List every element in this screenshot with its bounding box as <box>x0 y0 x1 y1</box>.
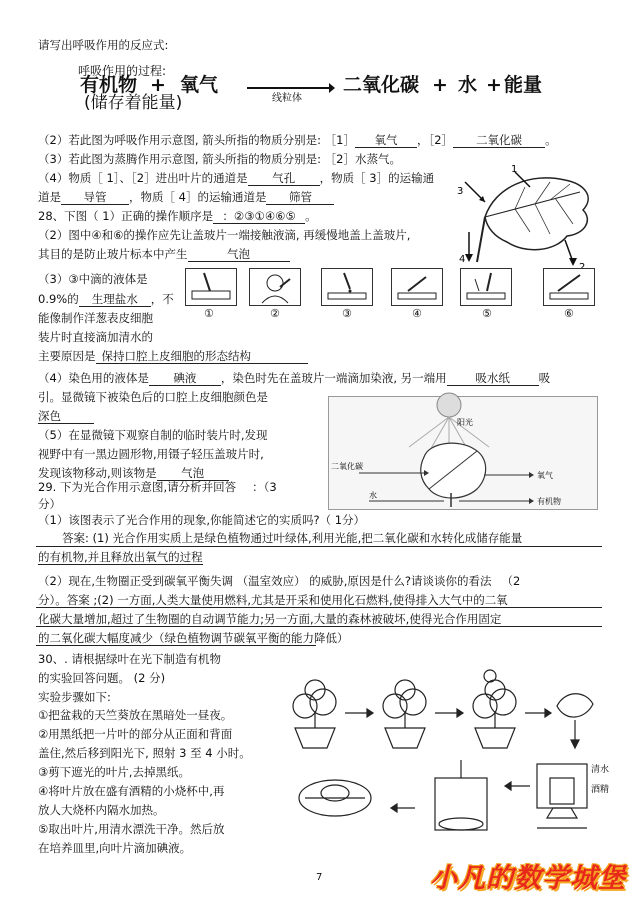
q4-line2: 道是 导管 ，物质［ 4］的运输通道是 筛管 <box>38 190 334 205</box>
equation-label: 呼吸作用的过程: <box>78 64 167 78</box>
step-label-4: ④ <box>412 307 422 320</box>
q29-q2: （2）现在,生物圈正受到碳氧平衡失调 （温室效应） 的威胁,原因是什么?请谈谈你的看法 （2 <box>38 574 521 588</box>
leaf-label-3: 3 <box>457 186 464 197</box>
q28-line14: 发现该物移动,则该物是 气泡 <box>38 466 229 481</box>
step-label-5: ⑤ <box>482 307 492 320</box>
page-number: 7 <box>316 872 323 883</box>
diagram-o2-label: 氧气 <box>537 471 553 480</box>
q28-line1: 28、下图（ 1）正确的操作顺序是 ：②③①④⑥⑤ 。 <box>38 209 317 223</box>
q28-line12: （5）在显微镜下观察自制的临时装片时,发现 <box>38 428 268 442</box>
leaf-transport-diagram <box>455 162 600 272</box>
leaf-label-1: 1 <box>511 164 518 175</box>
intro-text: 请写出呼吸作用的反应式: <box>38 38 169 52</box>
step-image-1 <box>185 268 237 306</box>
equation-note: (储存着能量) <box>84 93 183 113</box>
answer-box-line-3 <box>36 626 602 627</box>
q28-line7: 装片时直接滴加清水的 <box>38 330 153 344</box>
equation-plus2: + <box>432 74 448 96</box>
q30-step5a: ⑤取出叶片,用清水漂洗干净。然后放 <box>38 822 225 836</box>
step-label-3: ③ <box>342 307 352 320</box>
q3-line: （3）若此图为蒸腾作用示意图, 箭头所指的物质分别是: ［2］水蒸气。 <box>38 152 401 166</box>
step-label-2: ② <box>270 307 280 320</box>
diagram-sun-label: 阳光 <box>457 418 473 427</box>
q29-title: 29. 下为光合作用示意图,请分析并回答 ：（3 <box>38 480 277 494</box>
equation-plus1: + <box>150 74 166 96</box>
label-alcohol: 酒精 <box>591 785 610 795</box>
answer-box-line <box>36 546 602 547</box>
q30-step4b: 放人大烧杯内隔水加热。 <box>38 803 165 817</box>
q29-answer2-line2: 化碳大量增加,超过了生物圈的自动调节能力;另一方面,大量的森林被破坏,使得光合作用固定 <box>38 612 502 626</box>
q28-line3: 其目的是防止玻片标本中产生 气泡 <box>38 247 290 262</box>
step-label-6: ⑥ <box>564 307 574 320</box>
diagram-organic-label: 有机物 <box>537 497 561 506</box>
watermark-logo: 小凡的数学城堡 <box>430 863 626 894</box>
equation-lhs1: 有机物 <box>80 74 138 96</box>
q30-step1: ①把盆栽的天竺葵放在黑暗处一昼夜。 <box>38 708 233 722</box>
q4-line1: （4）物质［ 1］、［2］进出叶片的通道是 气孔 ，物质［ 3］的运输通 <box>38 171 435 185</box>
step-label-1: ① <box>204 307 214 320</box>
q2-line: （2）若此图为呼吸作用示意图, 箭头所指的物质分别是: ［1］ 氧气 ，［2］ 二氧化碳 。 <box>38 133 557 147</box>
answer-box-line-4 <box>36 645 316 646</box>
q29-answer2-line1: 分）。答案 ;(2) 一方面,人类大量使用燃料,尤其是开采和使用化石燃料,使得排入大气中的二氧 <box>38 593 508 607</box>
label-water: 清水 <box>591 765 610 775</box>
q28-line2: （2）图中④和⑥的操作应先让盖玻片一端接触液滴, 再缓慢地盖上盖玻片, <box>38 228 411 242</box>
step-image-2 <box>249 268 301 306</box>
q28-line4: （3）③中滴的液体是 <box>38 272 148 286</box>
step-image-5 <box>460 268 512 306</box>
q30-step2b: 盖住,然后移到阳光下, 照射 3 至 4 小时。 <box>38 746 251 760</box>
q28-line5: 0.9%的 生理盐水 ，不 <box>38 292 174 306</box>
q29-answer1b: 的有机物,并且释放出氧气的过程 <box>38 550 203 564</box>
q29-answer1a: 答案: (1) 光合作用实质上是绿色植物通过叶绿体,利用光能,把二氧化碳和水转化成储存能量 <box>62 531 523 545</box>
q30-step4a: ④将叶片放在盛有酒精的小烧杯中,再 <box>38 784 225 798</box>
q30-step3: ③剪下遮光的叶片,去掉黑纸。 <box>38 765 190 779</box>
answer-box-line-2 <box>36 607 602 608</box>
q28-line11-answer: 深色 <box>38 409 94 424</box>
equation-plus3: + <box>486 74 502 96</box>
q30-line3: 实验步骤如下: <box>38 690 111 704</box>
q29-answer2-line3: 的二氧化碳大幅度减少（绿色植物调节碳氧平衡的能力降低） <box>38 631 349 645</box>
leaf-label-4: 4 <box>459 254 466 265</box>
q28-line10: 引。显微镜下被染色后的口腔上皮细胞颜色是 <box>38 390 268 404</box>
q28-line13: 视野中有一黑边圆形物,用镊子轻压盖玻片时, <box>38 447 264 461</box>
q29-score-cont: 分） <box>38 497 61 511</box>
photosynthesis-diagram <box>328 396 598 510</box>
experiment-illustration <box>275 668 610 858</box>
q29-q1: （1）该图表示了光合作用的现象,你能简述它的实质吗?（ 1分） <box>38 513 366 527</box>
equation-arrow-label: 线粒体 <box>272 93 302 104</box>
equation-rhs2: 水 <box>458 74 478 96</box>
equation-rhs1: 二氧化碳 <box>343 74 420 96</box>
diagram-water-label: 水 <box>369 491 377 500</box>
q28-line8: 主要原因是 保持口腔上皮细胞的形态结构 <box>38 349 308 364</box>
equation-rhs3: 能量 <box>504 74 543 96</box>
q30-step2a: ②用黑纸把一片叶的部分从正面和背面 <box>38 727 233 741</box>
q28-line9: （4）染色用的液体是 碘液 ，染色时先在盖玻片一端滴加染液, 另一端用 吸水纸 吸 <box>38 371 551 385</box>
step-image-6 <box>543 268 595 306</box>
equation-lhs2: 氧气 <box>180 74 219 96</box>
step-image-4 <box>391 268 443 306</box>
step-image-3 <box>321 268 373 306</box>
q30-title: 30、. 请根据绿叶在光下制造有机物 <box>38 652 221 666</box>
q30-line2: 的实验回答问题。 (2 分) <box>38 671 166 685</box>
diagram-co2-label: 二氧化碳 <box>331 462 363 471</box>
q30-step5b: 在培养皿里,向叶片滴加碘液。 <box>38 841 192 855</box>
q28-line6: 能像制作洋葱表皮细胞 <box>38 311 153 325</box>
